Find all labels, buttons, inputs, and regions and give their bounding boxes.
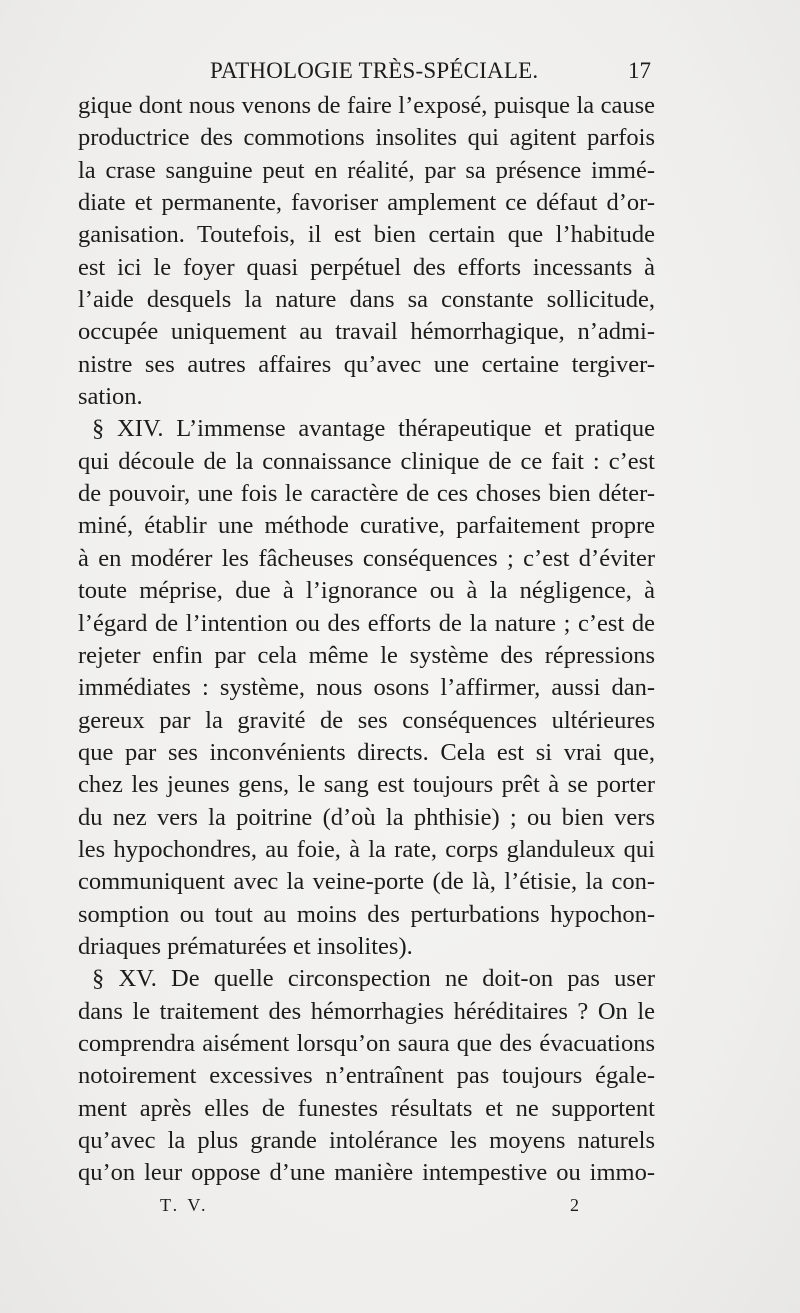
section-xv-start: § XV. De quelle circonspection ne doit-on pas user — [92, 965, 655, 993]
text-line: diate et permanente, favoriser amplement ce défaut d’or- — [78, 189, 655, 217]
page-number: 17 — [628, 58, 651, 83]
text-line: l’aide desquels la nature dans sa constante sollicitude, — [78, 286, 655, 314]
text-line: productrice des commotions insolites qui agitent parfois — [78, 124, 655, 152]
text-line: à en modérer les fâcheuses conséquences ; c’est d’éviter — [78, 544, 655, 572]
text-line: l’égard de l’intention ou des efforts de la nature ; c’est de — [78, 609, 655, 637]
text-line: de pouvoir, une fois le caractère de ces choses bien déter- — [78, 480, 655, 508]
text-line: la crase sanguine peut en réalité, par sa présence immé- — [78, 156, 655, 184]
text-line: du nez vers la poitrine (d’où la phthisie) ; ou bien vers — [78, 803, 655, 831]
text-line: gique dont nous venons de faire l’exposé, puisque la cause — [78, 92, 655, 119]
text-line: dans le traitement des hémorrhagies héréditaires ? On le — [78, 997, 655, 1025]
text-line: qu’avec la plus grande intolérance les moyens naturels — [78, 1127, 655, 1154]
text-line: rejeter enfin par cela même le système des répressions — [78, 641, 655, 669]
text-line: communiquent avec la veine-porte (de là, l’étisie, la con- — [78, 868, 655, 896]
text-line: les hypochondres, au foie, à la rate, corps glanduleux qui — [78, 835, 655, 863]
text-line: occupée uniquement au travail hémorrhagique, n’admi- — [78, 318, 655, 346]
signature-mark: T. V. — [160, 1195, 209, 1215]
text-line: miné, établir une méthode curative, parfaitement propre — [78, 512, 655, 540]
text-line: nistre ses autres affaires qu’avec une certaine tergiver- — [78, 350, 655, 378]
running-title: PATHOLOGIE TRÈS-SPÉCIALE. — [210, 58, 539, 83]
text-line: ganisation. Toutefois, il est bien certain que l’habitude — [78, 221, 655, 249]
text-line: somption ou tout au moins des perturbations hypochon- — [78, 900, 655, 928]
text-line: driaques prématurées et insolites). — [78, 932, 413, 960]
text-line: est ici le foyer quasi perpétuel des efforts incessants à — [78, 253, 655, 281]
text-line: qu’on leur oppose d’une manière intempestive ou immo- — [78, 1159, 655, 1187]
text-line: chez les jeunes gens, le sang est toujours prêt à se porter — [78, 771, 655, 799]
text-line: sation. — [78, 383, 143, 411]
text-line: notoirement excessives n’entraînent pas toujours égale- — [78, 1062, 655, 1090]
text-line: qui découle de la connaissance clinique de ce fait : c’est — [78, 447, 655, 475]
text-line: ment après elles de funestes résultats et ne supportent — [78, 1094, 655, 1122]
body-text — [78, 90, 655, 1190]
section-xiv-start: § XIV. L’immense avantage thérapeutique et pratique — [92, 415, 655, 443]
text-line: comprendra aisément lorsqu’on saura que des évacuations — [78, 1029, 655, 1057]
text-line: que par ses inconvénients directs. Cela est si vrai que, — [78, 738, 655, 766]
text-line: gereux par la gravité de ses conséquences ultérieures — [78, 706, 655, 734]
text-line: immédiates : système, nous osons l’affirmer, aussi dan- — [78, 674, 655, 702]
text-line: toute méprise, due à l’ignorance ou à la négligence, à — [78, 577, 655, 605]
signature-number: 2 — [570, 1195, 579, 1215]
